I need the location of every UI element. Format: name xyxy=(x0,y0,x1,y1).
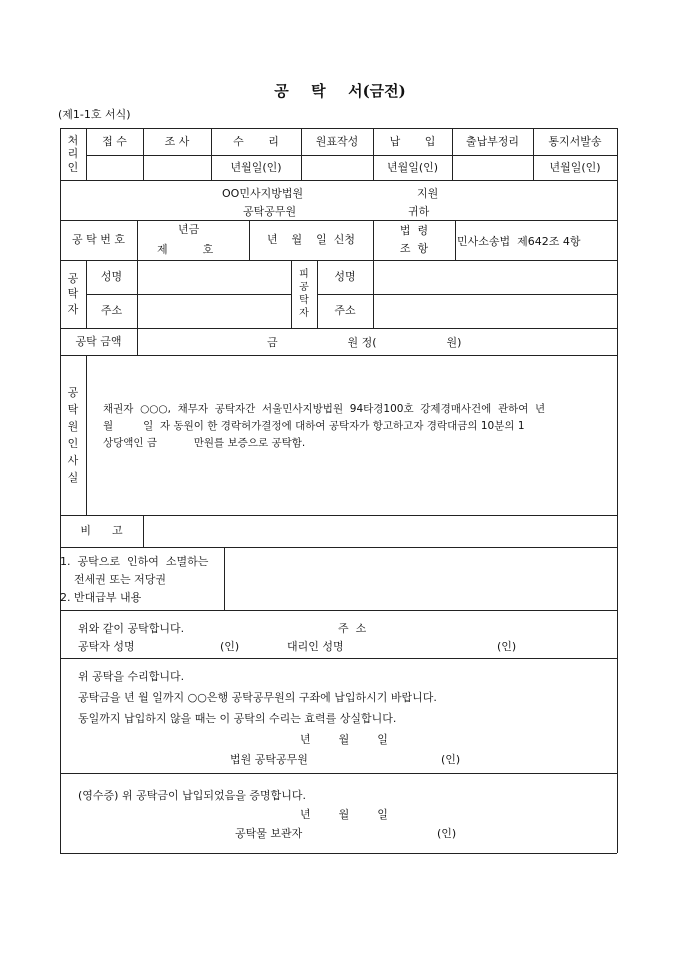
col-review: 조 사 xyxy=(164,134,190,148)
deposit-number-label: 공 탁 번 호 xyxy=(72,233,125,247)
receipt-date: 년 월 일 xyxy=(300,808,388,821)
remarks-label: 비 고 xyxy=(80,524,123,538)
agent-signature-label: 대리인 성명 xyxy=(287,640,344,653)
accept-line-3: 동일까지 납입하지 않을 때는 이 공탁의 수리는 효력를 상실합니다. xyxy=(78,712,397,725)
col-cashbook: 출납부정리 xyxy=(465,134,520,148)
court-name: OO민사지방법원 xyxy=(222,187,304,200)
accept-line-2: 공탁금을 년 월 일까지 ○○은행 공탁공무원의 구좌에 납입하시기 바랍니다. xyxy=(78,691,437,704)
seal-mark: (인) xyxy=(497,640,517,653)
addressee-label: 귀하 xyxy=(408,205,430,218)
address-label: 주 소 xyxy=(338,622,367,635)
officer-label: 공탁공무원 xyxy=(243,205,297,218)
cause-label: 공 탁 원 인 사 실 xyxy=(67,385,79,485)
date-seal[interactable]: 년월일(인) xyxy=(230,160,282,174)
law-article: 민사소송법 제642조 4항 xyxy=(457,235,581,248)
seal-mark: (인) xyxy=(437,827,457,840)
amount-value[interactable]: 금 원 정( 원) xyxy=(267,336,462,349)
seal-mark: (인) xyxy=(441,753,461,766)
seal-mark: (인) xyxy=(220,640,240,653)
deposit-year[interactable]: 년금 xyxy=(178,223,200,236)
branch-label: 지원 xyxy=(417,187,439,200)
law-label: 법 령 조 항 xyxy=(399,224,429,255)
depositor-name-label: 성명 xyxy=(100,270,123,284)
col-payment: 납 입 xyxy=(389,134,436,148)
col-accept: 수 리 xyxy=(233,134,279,148)
depositee-label: 피 공 탁 자 xyxy=(299,269,309,319)
extinct-rights-label: 1. 공탁으로 인하여 소멸하는 전세권 또는 저당권 2. 반대급부 내용 xyxy=(60,555,209,605)
declaration-text: 위와 같이 공탁합니다. xyxy=(78,622,185,635)
col-receipt: 접 수 xyxy=(102,134,127,148)
amount-label: 공탁 금액 xyxy=(75,334,122,348)
depositor-address-label: 주소 xyxy=(100,304,123,318)
depositor-signature-label: 공탁자 성명 xyxy=(78,640,135,653)
form-number: (제1-1호 서식) xyxy=(58,108,131,121)
depositor-label: 공 탁 자 xyxy=(67,271,79,316)
keeper-label: 공탁물 보관자 xyxy=(235,827,303,840)
cause-text: 채권자 ○○○, 채무자 공탁자간 서울민사지방법원 94타경100호 강제경매사건에 관하여 년 월 일 자 동원이 한 경락허가결정에 대하여 공탁자가 항고하고자 경락대금의 10분의 1 상당액인 금 만원를 보증으로 공탁함. xyxy=(103,403,546,449)
date-seal[interactable]: 년월일(인) xyxy=(549,160,601,174)
deposit-no[interactable]: 제 호 xyxy=(157,243,214,256)
receipt-text: (영수증) 위 공탁금이 납입되었음을 증명합니다. xyxy=(78,789,306,802)
depositee-address-label: 주소 xyxy=(334,304,356,318)
date-seal[interactable]: 년월일(인) xyxy=(386,160,439,174)
depositee-name-label: 성명 xyxy=(334,270,356,284)
col-notice: 통지서발송 xyxy=(548,134,602,148)
processor-label: 처 리 인 xyxy=(67,134,79,174)
accept-line-1: 위 공탁을 수리합니다. xyxy=(78,670,185,683)
form-title: 공 탁 서(금전) xyxy=(274,82,406,100)
court-officer-label: 법원 공탁공무원 xyxy=(230,753,308,766)
accept-date: 년 월 일 xyxy=(300,733,388,746)
col-ledger: 원표작성 xyxy=(315,134,359,148)
application-date[interactable]: 년 월 일 신청 xyxy=(266,233,356,247)
